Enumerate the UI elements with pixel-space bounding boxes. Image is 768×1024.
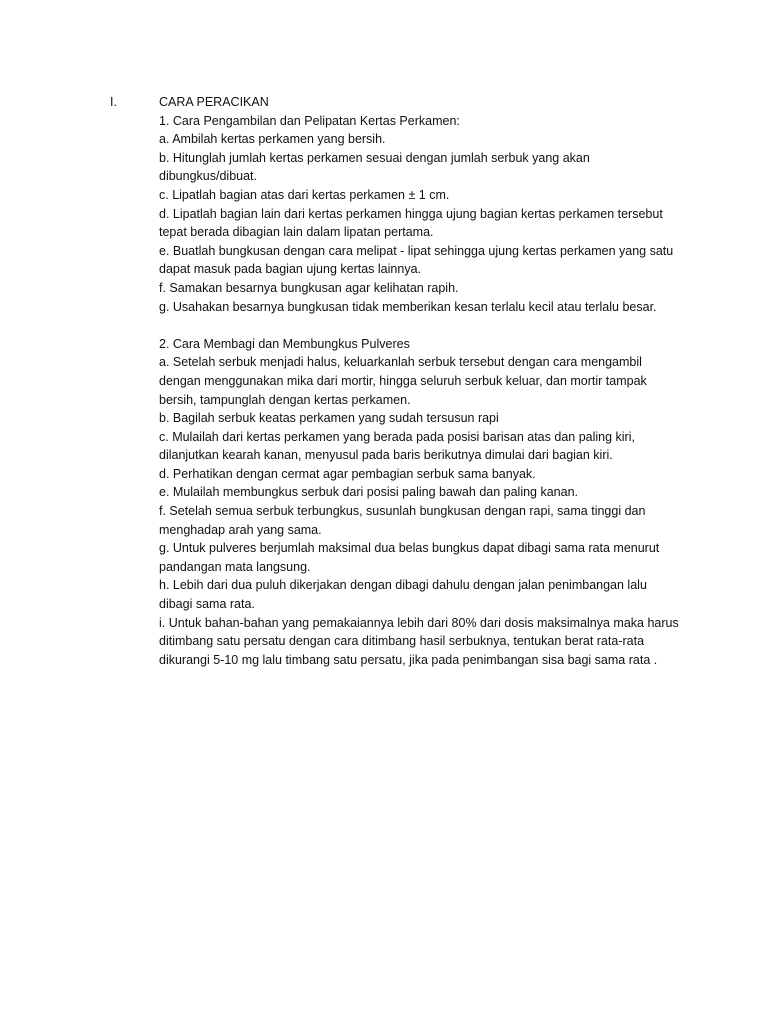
part2-item-c: c. Mulailah dari kertas perkamen yang berada pada posisi barisan atas dan paling kiri, dilanjutkan kearah kanan, menyusul pada baris berikutnya dimulai dari bagian kiri.: [159, 429, 635, 463]
part1-item-e: e. Buatlah bungkusan dengan cara melipat - lipat sehingga ujung kertas perkamen yang satu dapat masuk pada bagian ujung kertas lainnya.: [159, 243, 674, 277]
part2-heading: 2. Cara Membagi dan Membungkus Pulveres: [159, 336, 410, 351]
part1-item-a: a. Ambilah kertas perkamen yang bersih.: [159, 132, 386, 147]
part2-item-e: e. Mulailah membungkus serbuk dari posisi paling bawah dan paling kanan.: [159, 485, 579, 500]
part2-item-i: i. Untuk bahan-bahan yang pemakaiannya lebih dari 80% dari dosis maksimalnya maka harus ditimbang satu persatu dengan cara ditimbang hasil serbuknya, tentukan berat rata-rata dikurangi 5-10 mg lalu timbang satu persatu, jika pada penimbangan sisa bagi sama rata .: [159, 615, 679, 667]
part2-item-h: h. Lebih dari dua puluh dikerjakan dengan dibagi dahulu dengan jalan penimbangan lalu dibagi sama rata.: [159, 578, 647, 612]
section-number: I.: [110, 95, 117, 109]
part1-item-b: b. Hitunglah jumlah kertas perkamen sesuai dengan jumlah serbuk yang akan dibungkus/dibuat.: [159, 150, 590, 184]
section-title: CARA PERACIKAN: [159, 95, 269, 109]
part1-item-f: f. Samakan besarnya bungkusan agar kelihatan rapih.: [159, 280, 459, 295]
part2-item-f: f. Setelah semua serbuk terbungkus, susunlah bungkusan dengan rapi, sama tinggi dan menghadap arah yang sama.: [159, 504, 646, 537]
part1-item-d: d. Lipatlah bagian lain dari kertas perkamen hingga ujung bagian kertas perkamen tersebut tepat berada dibagian lain dalam lipatan pertama.: [159, 206, 663, 240]
part1-item-g: g. Usahakan besarnya bungkusan tidak memberikan kesan terlalu kecil atau terlalu besar.: [159, 299, 657, 314]
part2-item-g: g. Untuk pulveres berjumlah maksimal dua belas bungkus dapat dibagi sama rata menurut pandangan mata langsung.: [159, 541, 660, 574]
part1-heading: 1. Cara Pengambilan dan Pelipatan Kertas Perkamen:: [159, 113, 460, 128]
paragraph-gap: [159, 316, 679, 335]
part1-item-c: c. Lipatlah bagian atas dari kertas perkamen ± 1 cm.: [159, 187, 450, 202]
part2-item-a: a. Setelah serbuk menjadi halus, keluarkanlah serbuk tersebut dengan cara mengambil dengan menggunakan mika dari mortir, hingga seluruh serbuk keluar, dan mortir tampak bersih, tampunglah dengan kertas perkamen.: [159, 355, 647, 407]
part2-item-b: b. Bagilah serbuk keatas perkamen yang sudah tersusun rapi: [159, 411, 499, 426]
document-body: [159, 93, 679, 669]
part2-item-d: d. Perhatikan dengan cermat agar pembagian serbuk sama banyak.: [159, 466, 536, 481]
